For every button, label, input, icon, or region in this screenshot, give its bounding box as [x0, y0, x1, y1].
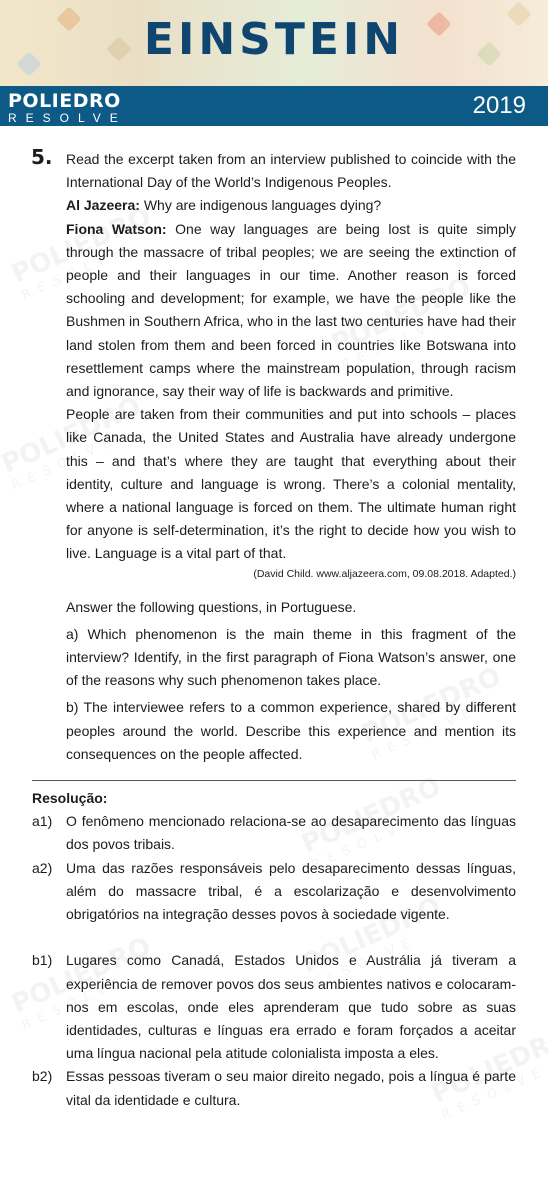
- resolution-label: b2): [32, 1068, 53, 1085]
- speaker-aljazeera: Al Jazeera:: [66, 197, 140, 214]
- resolution-title: Resolução:: [32, 790, 108, 807]
- header-banner: [0, 0, 548, 86]
- section-divider: [32, 780, 516, 781]
- question-intro: Read the excerpt taken from an interview published to coincide with the International Day of the World’s Indigenous Peoples.: [66, 151, 516, 191]
- resolution-item: [32, 857, 516, 927]
- resolution-item: [32, 810, 516, 856]
- year-label: 2019: [472, 92, 526, 119]
- answer-text: One way languages are being lost is quite simply through the massacre of tribal peoples; we are seeing the extinction of people and their languages in our time. Another reason is forced schooling and development; for example, we have the people like the Bushmen in Southern Africa, who in the last two centuries have had their land stolen from them and been forced in countries like Botswana into resettlement camps where the mainstream population, through racism and ignorance, say their way of life is backwards and primitive.: [66, 220, 516, 400]
- resolution-item: [32, 1065, 516, 1111]
- interview-answer: [66, 218, 516, 404]
- resolution-text: Lugares como Canadá, Estados Unidos e Austrália já tiveram a experiência de remover povos dos seus ambientes nativos e colocaram-nos em escolas, onde eles aprenderam que tudo sobre as suas identidades, culturas e línguas era errado e foram forçados a aceitar uma língua nacional pela atitude colonialista imposta a eles.: [66, 952, 516, 1062]
- instruction-text: Answer the following questions, in Portuguese.: [66, 598, 357, 615]
- resolution-item: [32, 949, 516, 1065]
- page-title: EINSTEIN: [143, 14, 405, 65]
- brand-logo: [8, 92, 127, 124]
- question-text: Why are indigenous languages dying?: [143, 197, 382, 214]
- document-body: [31, 145, 516, 1112]
- resolution-label: a2): [32, 859, 53, 876]
- interview-question: [66, 194, 516, 217]
- resolution-label: b1): [32, 952, 53, 969]
- source-citation: (David Child. www.aljazeera.com, 09.08.2018. Adapted.): [253, 567, 516, 580]
- item-b: b) The interviewee refers to a common experience, shared by different peoples around the world. Describe this experience and mention its consequences on the people affected.: [66, 699, 516, 762]
- resolution-text: Essas pessoas tiveram o seu maior direito negado, pois a língua é parte vital da identidade e cultura.: [66, 1068, 516, 1108]
- brand-name: POLIEDRO: [8, 90, 121, 112]
- answer-continuation: People are taken from their communities and put into schools – places like Canada, the United States and Australia have already undergone this – and that’s where they are taught that everything about their identity, culture and language is wrong. There’s a colonial mentality, where a national language is forced on them. The ultimate human right for anyone is self-determination, it’s the right to decide how you wish to live. Language is a vital part of that.: [66, 406, 516, 562]
- item-a: a) Which phenomenon is the main theme in this fragment of the interview? Identify, in the first paragraph of Fiona Watson’s answer, one of the reasons why such phenomenon takes place.: [66, 625, 516, 689]
- brand-subtitle: RESOLVE: [8, 111, 127, 125]
- resolution-text: O fenômeno mencionado relaciona-se ao desaparecimento das línguas dos povos tribais.: [66, 813, 516, 853]
- resolution-label: a1): [32, 813, 53, 830]
- question-block: [31, 145, 516, 766]
- speaker-fiona: Fiona Watson:: [66, 220, 167, 237]
- question-number: 5.: [31, 145, 53, 169]
- resolution-text: Uma das razões responsáveis pelo desaparecimento dessas línguas, além do massacre tribal, é a escolarização e desenvolvimento obrigatórios na integração desses povos à sociedade vigente.: [66, 859, 516, 923]
